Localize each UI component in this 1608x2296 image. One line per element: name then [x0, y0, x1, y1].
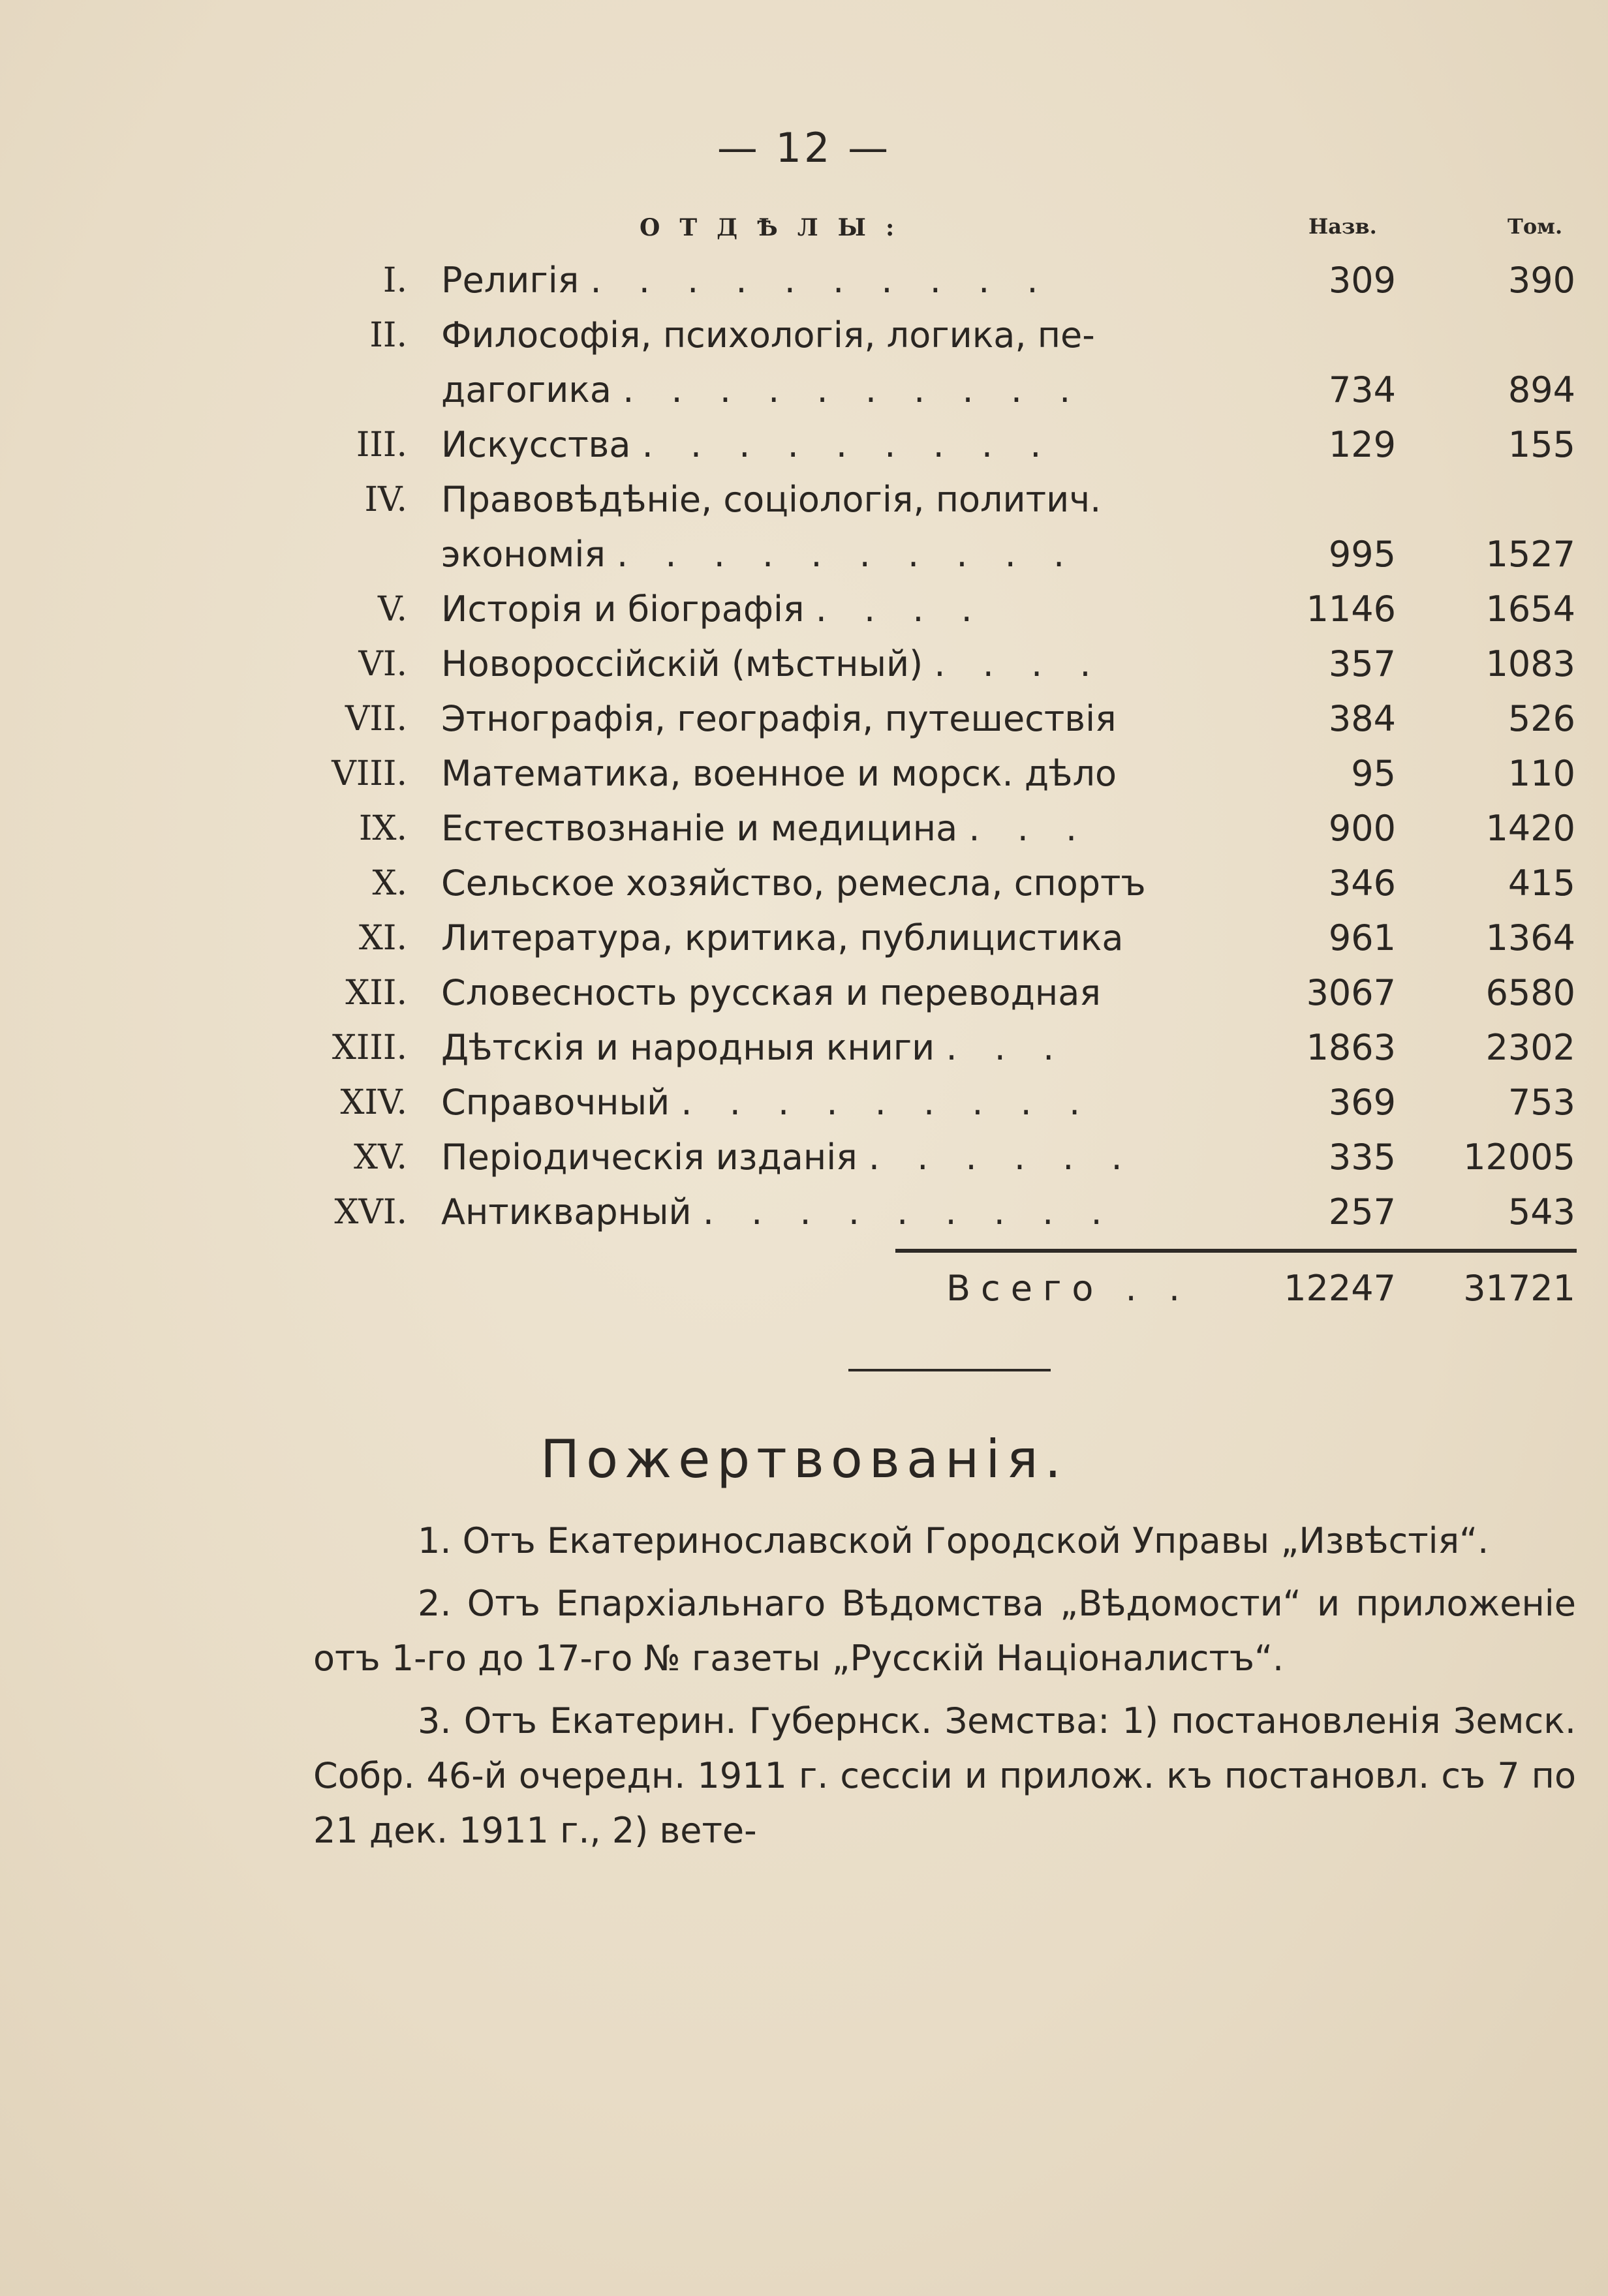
- row-names: 1863: [1306, 1027, 1396, 1068]
- row-title: Искусства . . . . . . . . .: [441, 424, 1055, 465]
- table-row: [0, 308, 1608, 363]
- table-row: [0, 1020, 1608, 1075]
- row-names: 900: [1328, 808, 1396, 849]
- row-volumes: 543: [1508, 1191, 1575, 1232]
- row-volumes: 1527: [1485, 534, 1575, 575]
- row-title: Антикварный . . . . . . . . .: [441, 1191, 1115, 1232]
- table-row: [0, 856, 1608, 911]
- catalog-table: [0, 253, 1608, 1240]
- row-number: XII.: [345, 973, 407, 1013]
- row-number: VI.: [358, 645, 407, 684]
- row-title: Справочный . . . . . . . . .: [441, 1082, 1094, 1123]
- row-volumes: 155: [1508, 424, 1575, 465]
- table-row: [0, 1130, 1608, 1185]
- row-volumes: 1364: [1485, 917, 1575, 958]
- row-volumes: 526: [1508, 698, 1575, 739]
- row-title: Исторія и біографія . . . .: [441, 589, 985, 630]
- total-row: [0, 1259, 1608, 1318]
- row-names: 734: [1328, 369, 1396, 410]
- donation-paragraph-3: 3. Отъ Екатерин. Губернск. Земства: 1) постановленія Земск. Собр. 46-й очередн. 1911 г. сессіи и прилож. къ постановл. съ 7 по 21 дек. 1911 г., 2) вете-: [313, 1700, 1576, 1851]
- row-names: 3067: [1306, 972, 1396, 1013]
- table-row: [0, 527, 1608, 582]
- table-row: [0, 746, 1608, 801]
- page-number: — 12 —: [717, 124, 891, 172]
- table-row: [0, 418, 1608, 472]
- row-title: Религія . . . . . . . . . .: [441, 260, 1051, 301]
- table-row: [0, 253, 1608, 308]
- row-number: X.: [372, 864, 407, 903]
- row-names: 961: [1328, 917, 1396, 958]
- row-names: 1146: [1306, 589, 1396, 630]
- row-title: Этнографія, географія, путешествія: [441, 698, 1117, 739]
- row-number: I.: [382, 261, 407, 300]
- row-number: VIII.: [332, 754, 407, 793]
- row-title: дагогика . . . . . . . . . .: [441, 369, 1084, 410]
- donations-body: [313, 1514, 1576, 1858]
- row-title: Дѣтскія и народныя книги . . .: [441, 1027, 1068, 1068]
- table-row: [0, 966, 1608, 1020]
- row-names: 995: [1328, 534, 1396, 575]
- row-title: Литература, критика, публицистика: [441, 917, 1124, 958]
- table-header-names: Назв.: [1308, 214, 1377, 239]
- row-title: экономія . . . . . . . . . .: [441, 534, 1078, 575]
- row-title: Математика, военное и морск. дѣло: [441, 753, 1117, 794]
- row-names: 384: [1328, 698, 1396, 739]
- total-names: 12247: [1284, 1268, 1396, 1309]
- row-names: 257: [1328, 1191, 1396, 1232]
- row-volumes: 415: [1508, 863, 1575, 904]
- table-row: [0, 692, 1608, 746]
- row-number: II.: [369, 316, 407, 355]
- table-row: [0, 637, 1608, 692]
- table-row: [0, 472, 1608, 527]
- table-row: [0, 1185, 1608, 1240]
- row-names: 335: [1328, 1137, 1396, 1178]
- table-header-sections: ОТДѢЛЫ:: [640, 214, 914, 241]
- donation-paragraph-1: 1. Отъ Екатеринославской Городской Управы „Извѣстія“.: [418, 1520, 1489, 1561]
- total-divider: [895, 1249, 1577, 1253]
- row-title: Философія, психологія, логика, пе-: [441, 314, 1095, 356]
- row-number: III.: [356, 425, 407, 465]
- row-volumes: 12005: [1463, 1137, 1575, 1178]
- row-title: Періодическія изданія . . . . . .: [441, 1137, 1136, 1178]
- row-number: XIV.: [340, 1083, 407, 1122]
- row-volumes: 390: [1508, 260, 1575, 301]
- row-names: 369: [1328, 1082, 1396, 1123]
- row-volumes: 753: [1508, 1082, 1575, 1123]
- row-volumes: 110: [1508, 753, 1575, 794]
- row-volumes: 894: [1508, 369, 1575, 410]
- row-number: IX.: [358, 809, 407, 848]
- row-title: Правовѣдѣніе, соціологія, политич.: [441, 479, 1102, 520]
- row-number: XV.: [353, 1138, 407, 1177]
- donations-title: Пожертвованія.: [540, 1429, 1068, 1490]
- row-number: V.: [378, 590, 407, 629]
- row-title: Новороссійскій (мѣстный) . . . .: [441, 643, 1104, 684]
- row-number: IV.: [364, 480, 407, 519]
- table-header-volumes: Том.: [1508, 214, 1563, 239]
- row-volumes: 1654: [1485, 589, 1575, 630]
- row-volumes: 6580: [1485, 972, 1575, 1013]
- table-row: [0, 1075, 1608, 1130]
- row-volumes: 1083: [1485, 643, 1575, 684]
- row-title: Сельское хозяйство, ремесла, спортъ: [441, 863, 1146, 904]
- row-number: XI.: [358, 919, 407, 958]
- row-names: 129: [1328, 424, 1396, 465]
- row-title: Естествознаніе и медицина . . .: [441, 808, 1090, 849]
- table-row: [0, 911, 1608, 966]
- row-title: Словесность русская и переводная: [441, 972, 1101, 1013]
- row-volumes: 1420: [1485, 808, 1575, 849]
- row-volumes: 2302: [1485, 1027, 1575, 1068]
- donation-paragraph-2: 2. Отъ Епархіальнаго Вѣдомства „Вѣдомости“ и приложеніе отъ 1-го до 17-го № газеты „Русскій Націоналистъ“.: [313, 1583, 1576, 1679]
- row-names: 309: [1328, 260, 1396, 301]
- total-volumes: 31721: [1463, 1268, 1575, 1309]
- total-label: Всего . .: [946, 1268, 1191, 1309]
- row-number: XIII.: [332, 1028, 407, 1067]
- row-names: 346: [1328, 863, 1396, 904]
- table-row: [0, 582, 1608, 637]
- row-number: XVI.: [334, 1193, 407, 1232]
- section-divider: [848, 1369, 1051, 1371]
- row-number: VII.: [345, 699, 407, 739]
- row-names: 95: [1351, 753, 1396, 794]
- table-row: [0, 363, 1608, 418]
- table-row: [0, 801, 1608, 856]
- row-names: 357: [1328, 643, 1396, 684]
